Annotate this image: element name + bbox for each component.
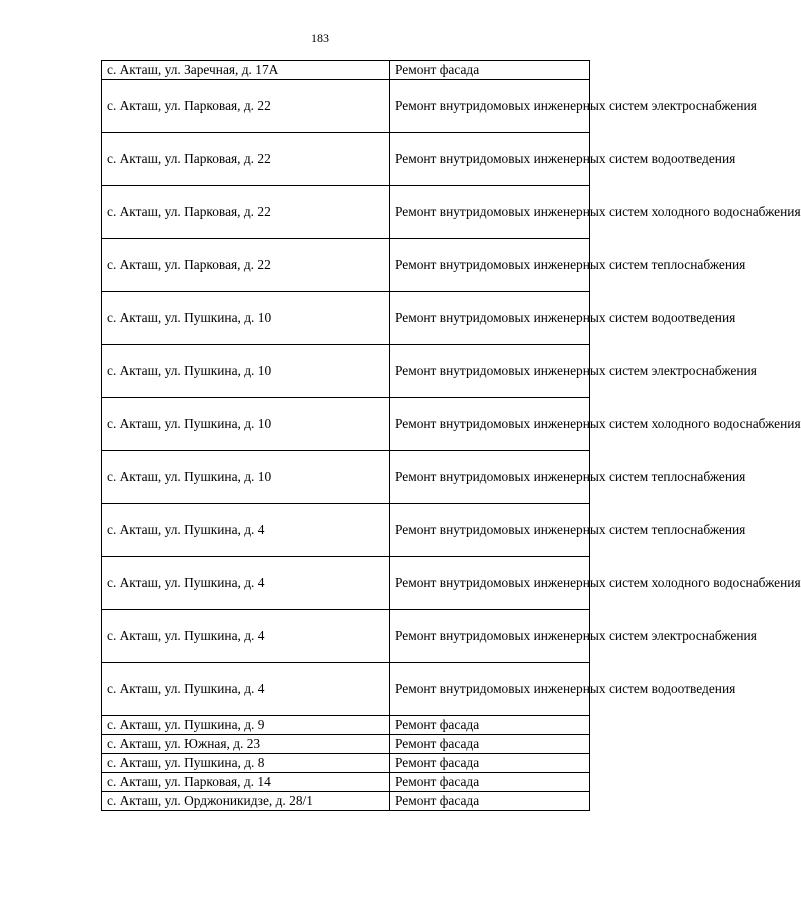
address-cell: с. Акташ, ул. Пушкина, д. 4: [102, 663, 390, 716]
work-type-cell: Ремонт внутридомовых инженерных систем теплоснабжения: [390, 504, 590, 557]
work-type-cell: Ремонт внутридомовых инженерных систем теплоснабжения: [390, 451, 590, 504]
work-type-cell: Ремонт внутридомовых инженерных систем водоотведения: [390, 663, 590, 716]
work-type-cell: Ремонт фасада: [390, 716, 590, 735]
address-cell: с. Акташ, ул. Заречная, д. 17А: [102, 61, 390, 80]
address-cell: с. Акташ, ул. Пушкина, д. 10: [102, 451, 390, 504]
address-cell: с. Акташ, ул. Парковая, д. 22: [102, 80, 390, 133]
work-type-cell: Ремонт фасада: [390, 61, 590, 80]
works-table-body: [102, 61, 801, 811]
page-number: 183: [311, 31, 329, 45]
table-row: [102, 504, 590, 557]
table-row: [102, 61, 590, 80]
table-row: [102, 292, 590, 345]
work-type-cell: Ремонт внутридомовых инженерных систем электроснабжения: [390, 345, 590, 398]
table-row: [102, 754, 590, 773]
work-type-cell: Ремонт внутридомовых инженерных систем электроснабжения: [390, 80, 590, 133]
table-row: [102, 80, 590, 133]
address-cell: с. Акташ, ул. Южная, д. 23: [102, 735, 390, 754]
table-row: [102, 345, 590, 398]
address-cell: с. Акташ, ул. Пушкина, д. 10: [102, 345, 390, 398]
table-row: [102, 398, 590, 451]
table-row: [102, 186, 590, 239]
table-row: [102, 239, 590, 292]
table-row: [102, 610, 590, 663]
table-row: [102, 792, 590, 811]
table-row: [102, 557, 590, 610]
address-cell: с. Акташ, ул. Парковая, д. 14: [102, 773, 390, 792]
works-table: [101, 60, 801, 811]
work-type-cell: Ремонт фасада: [390, 754, 590, 773]
address-cell: с. Акташ, ул. Пушкина, д. 9: [102, 716, 390, 735]
address-cell: с. Акташ, ул. Пушкина, д. 4: [102, 557, 390, 610]
work-type-cell: Ремонт внутридомовых инженерных систем холодного водоснабжения: [390, 398, 590, 451]
address-cell: с. Акташ, ул. Пушкина, д. 8: [102, 754, 390, 773]
table-row: [102, 663, 590, 716]
address-cell: с. Акташ, ул. Парковая, д. 22: [102, 186, 390, 239]
work-type-cell: Ремонт внутридомовых инженерных систем холодного водоснабжения: [390, 557, 590, 610]
address-cell: с. Акташ, ул. Пушкина, д. 4: [102, 610, 390, 663]
address-cell: с. Акташ, ул. Пушкина, д. 10: [102, 398, 390, 451]
work-type-cell: Ремонт внутридомовых инженерных систем теплоснабжения: [390, 239, 590, 292]
table-row: [102, 133, 590, 186]
table-row: [102, 773, 590, 792]
work-type-cell: Ремонт фасада: [390, 773, 590, 792]
work-type-cell: Ремонт внутридомовых инженерных систем холодного водоснабжения: [390, 186, 590, 239]
address-cell: с. Акташ, ул. Пушкина, д. 4: [102, 504, 390, 557]
address-cell: с. Акташ, ул. Парковая, д. 22: [102, 133, 390, 186]
table-row: [102, 716, 590, 735]
table-row: [102, 735, 590, 754]
work-type-cell: Ремонт внутридомовых инженерных систем водоотведения: [390, 292, 590, 345]
address-cell: с. Акташ, ул. Орджоникидзе, д. 28/1: [102, 792, 390, 811]
work-type-cell: Ремонт фасада: [390, 792, 590, 811]
address-cell: с. Акташ, ул. Пушкина, д. 10: [102, 292, 390, 345]
work-type-cell: Ремонт внутридомовых инженерных систем водоотведения: [390, 133, 590, 186]
work-type-cell: Ремонт внутридомовых инженерных систем электроснабжения: [390, 610, 590, 663]
table-row: [102, 451, 590, 504]
address-cell: с. Акташ, ул. Парковая, д. 22: [102, 239, 390, 292]
work-type-cell: Ремонт фасада: [390, 735, 590, 754]
